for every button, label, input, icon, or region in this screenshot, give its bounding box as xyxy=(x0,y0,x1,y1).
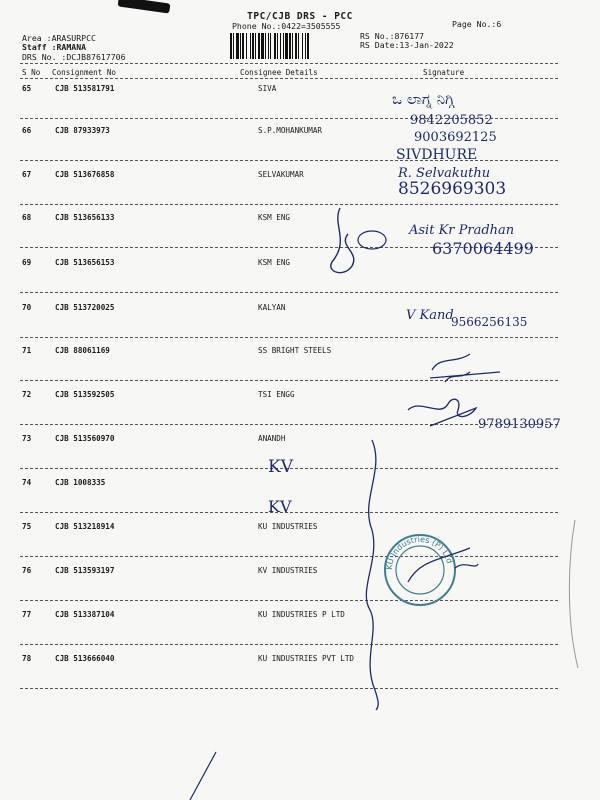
serial-number: 77 xyxy=(22,610,32,619)
serial-number: 78 xyxy=(22,654,32,663)
signature-66: SIVDHURE xyxy=(396,147,478,163)
bracket-stroke xyxy=(366,440,378,710)
consignment-number: CJB 513720025 xyxy=(55,303,115,312)
serial-number: 68 xyxy=(22,213,32,222)
page-crease xyxy=(569,520,578,668)
drs-number: DRS No. :DCJB87617706 xyxy=(22,52,126,62)
rs-date: RS Date:13-Jan-2022 xyxy=(360,40,454,50)
consignee-name: ANANDH xyxy=(258,434,286,443)
signature-74: KV xyxy=(268,497,292,516)
serial-number: 75 xyxy=(22,522,32,531)
document-title: TPC/CJB DRS - PCC xyxy=(247,11,353,22)
signature-70: V Kand xyxy=(406,308,454,323)
consignment-number: CJB 513656153 xyxy=(55,258,115,267)
col-signature: Signature xyxy=(423,68,465,77)
signature-65: ಒ ಲಾಗ್ನ ನಿಗ್ಗಿ xyxy=(392,90,455,108)
consignee-name: KALYAN xyxy=(258,303,286,312)
serial-number: 74 xyxy=(22,478,32,487)
consignment-number: CJB 513676858 xyxy=(55,170,115,179)
col-consignment: Consignment No xyxy=(52,68,117,77)
phone-67: 8526969303 xyxy=(398,179,507,199)
stamp-text: KU Industries (P) Ltd xyxy=(384,534,455,571)
consignment-number: CJB 513666040 xyxy=(55,654,115,663)
consignment-number: CJB 513581791 xyxy=(55,84,115,93)
consignment-number: CJB 513592505 xyxy=(55,390,115,399)
signature-scribble-68 xyxy=(331,208,354,273)
signature-67: R. Selvakuthu xyxy=(398,166,491,181)
signature-loop-68 xyxy=(358,231,386,249)
page-number: Page No.:6 xyxy=(452,19,502,29)
signature-68: Asit Kr Pradhan xyxy=(409,223,515,238)
serial-number: 76 xyxy=(22,566,32,575)
consignee-name: KU INDUSTRIES P LTD xyxy=(258,610,345,619)
col-sno: S No xyxy=(22,68,41,77)
phone-70: 9566256135 xyxy=(451,315,528,329)
signature-73: KV xyxy=(268,457,293,477)
serial-number: 66 xyxy=(22,126,32,135)
consignment-number: CJB 513593197 xyxy=(55,566,115,575)
consignment-number: CJB 1008335 xyxy=(55,478,106,487)
phone-number: Phone No.:0422=3505555 xyxy=(232,21,341,31)
consignment-number: CJB 88061169 xyxy=(55,346,110,355)
serial-number: 73 xyxy=(22,434,32,443)
staff-label: Staff :RAMANA xyxy=(22,42,87,52)
phone-68: 6370064499 xyxy=(432,239,534,258)
consignee-name: KV INDUSTRIES xyxy=(258,566,318,575)
consignment-number: CJB 513656133 xyxy=(55,213,115,222)
consignment-number: CJB 513560970 xyxy=(55,434,115,443)
area-label: Area :ARASURPCC xyxy=(22,33,96,43)
consignee-name: S.P.MOHANKUMAR xyxy=(258,126,323,135)
consignee-name: KSM ENG xyxy=(258,213,291,222)
rs-number: RS No.:876177 xyxy=(360,31,425,41)
consignee-name: SS BRIGHT STEELS xyxy=(258,346,332,355)
consignment-number: CJB 513387104 xyxy=(55,610,115,619)
signature-72 xyxy=(408,399,476,426)
signature-71 xyxy=(430,354,500,382)
phone-72: 9789130957 xyxy=(478,417,561,432)
consignee-name: TSI ENGG xyxy=(258,390,295,399)
serial-number: 71 xyxy=(22,346,32,355)
consignment-number: CJB 87933973 xyxy=(55,126,110,135)
consignment-number: CJB 513218914 xyxy=(55,522,115,531)
serial-number: 72 xyxy=(22,390,32,399)
serial-number: 69 xyxy=(22,258,32,267)
col-consignee: Consignee Details xyxy=(240,68,318,77)
consignee-name: KU INDUSTRIES xyxy=(258,522,318,531)
consignee-name: SELVAKUMAR xyxy=(258,170,304,179)
company-stamp xyxy=(385,535,478,605)
serial-number: 70 xyxy=(22,303,32,312)
phone-65: 9842205852 xyxy=(410,113,493,128)
consignee-name: KSM ENG xyxy=(258,258,291,267)
stray-mark xyxy=(190,752,216,800)
consignee-name: SIVA xyxy=(258,84,277,93)
phone-66: 9003692125 xyxy=(414,130,497,145)
serial-number: 65 xyxy=(22,84,32,93)
consignee-name: KU INDUSTRIES PVT LTD xyxy=(258,654,355,663)
stamp-inner-ring xyxy=(396,546,444,594)
serial-number: 67 xyxy=(22,170,32,179)
